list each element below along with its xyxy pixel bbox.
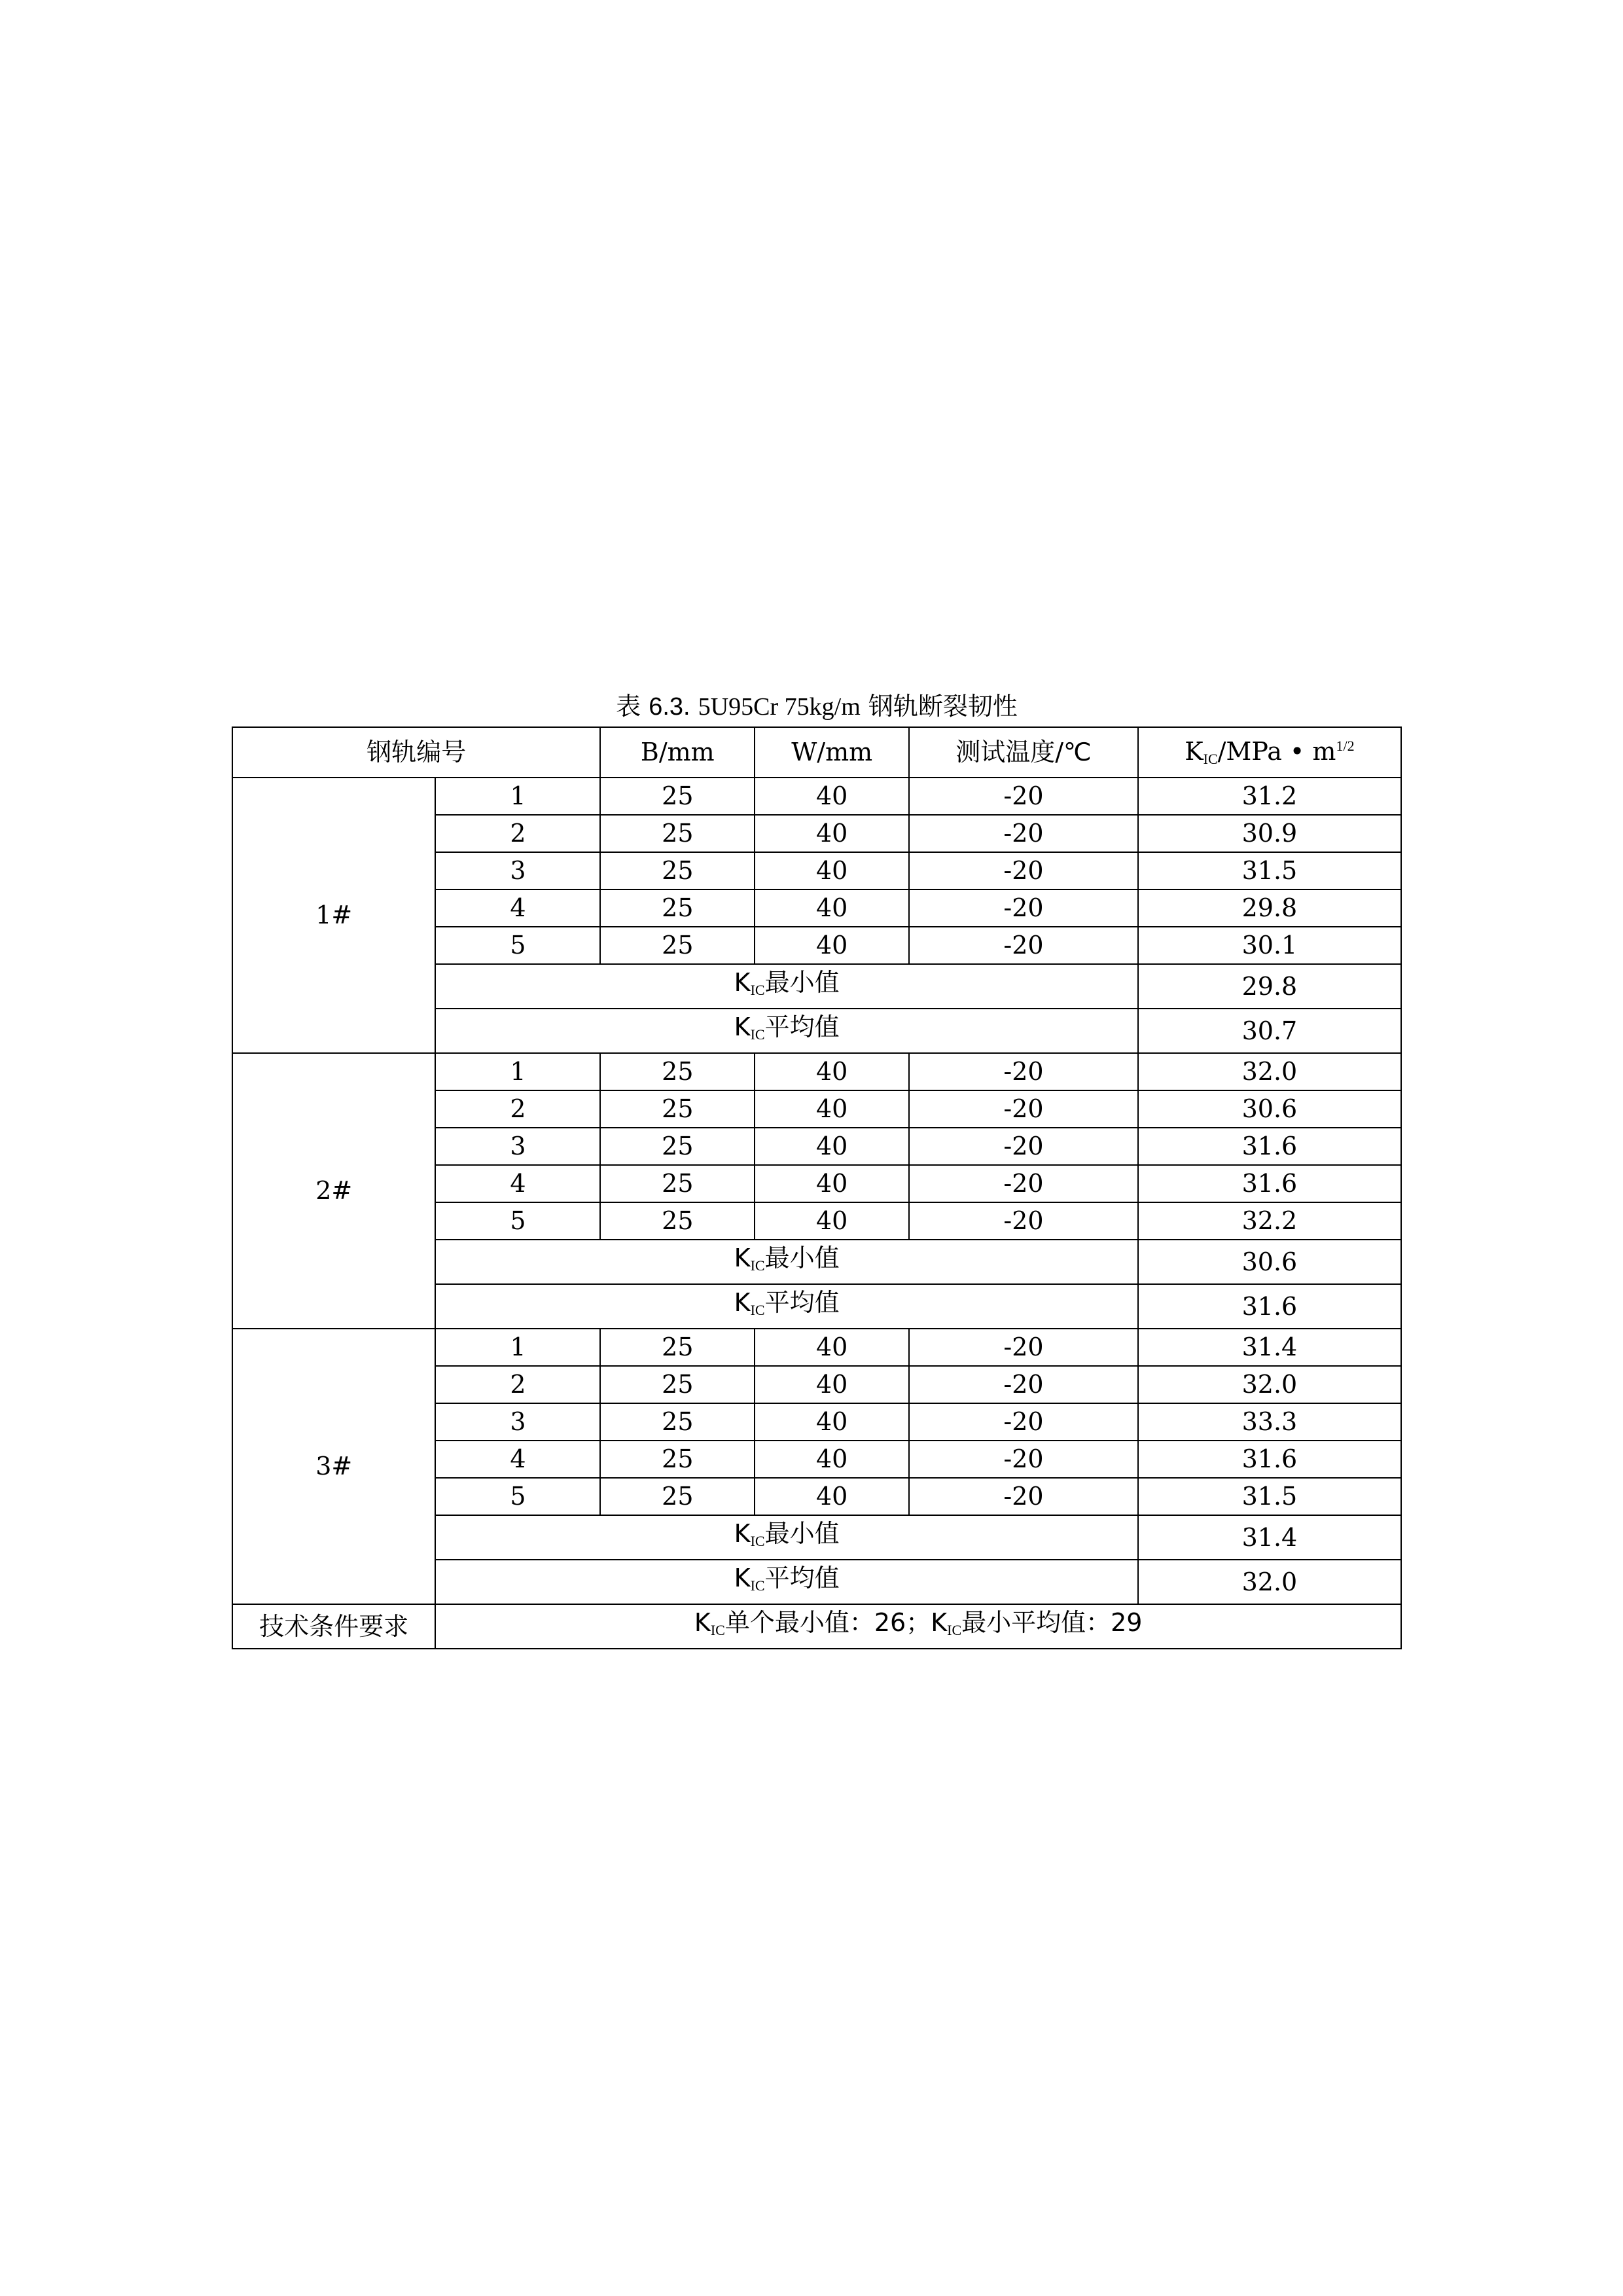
test-temperature: -20 — [909, 889, 1138, 927]
kic-sub: IC — [750, 1026, 765, 1043]
kic-k: K — [734, 1519, 751, 1548]
test-temperature: -20 — [909, 1478, 1138, 1515]
header-kic-sub: IC — [1203, 751, 1218, 767]
specimen-number: 5 — [435, 1478, 600, 1515]
kic-k: K — [734, 1564, 751, 1592]
header-kic-unit: /MPa • m — [1217, 737, 1336, 766]
requirement-text — [435, 1604, 1401, 1649]
req-ic1: IC — [710, 1622, 725, 1638]
thickness-b: 25 — [600, 1478, 755, 1515]
kic-sub: IC — [750, 1577, 765, 1594]
caption-prefix: 表 — [616, 692, 641, 721]
requirement-row — [232, 1604, 1401, 1649]
summary-value-avg: 32.0 — [1138, 1560, 1401, 1604]
kic-value: 32.0 — [1138, 1366, 1401, 1403]
thickness-b: 25 — [600, 889, 755, 927]
width-w: 40 — [755, 852, 909, 889]
specimen-number: 1 — [435, 1053, 600, 1090]
summary-label-min — [435, 1240, 1137, 1284]
req-k1: K — [694, 1608, 711, 1637]
kic-sub: IC — [750, 982, 765, 998]
thickness-b: 25 — [600, 1128, 755, 1165]
summary-label-min — [435, 1515, 1137, 1560]
width-w: 40 — [755, 1441, 909, 1478]
test-temperature: -20 — [909, 1165, 1138, 1202]
summary-text: 最小值 — [764, 1519, 840, 1548]
summary-value-min: 29.8 — [1138, 964, 1401, 1009]
test-temperature: -20 — [909, 927, 1138, 964]
header-kic — [1138, 727, 1401, 778]
width-w: 40 — [755, 1090, 909, 1128]
test-temperature: -20 — [909, 1329, 1138, 1366]
header-kic-k: K — [1185, 737, 1204, 766]
width-w: 40 — [755, 778, 909, 815]
caption-number: 6.3. — [649, 693, 690, 721]
kic-value: 30.6 — [1138, 1090, 1401, 1128]
kic-sub: IC — [750, 1302, 765, 1318]
header-row — [232, 727, 1401, 778]
test-temperature: -20 — [909, 1053, 1138, 1090]
req-text1: 单个最小值：26； — [724, 1608, 931, 1637]
fracture-toughness-table — [232, 726, 1402, 1649]
thickness-b: 25 — [600, 1403, 755, 1441]
summary-value-min: 31.4 — [1138, 1515, 1401, 1560]
kic-value: 31.5 — [1138, 852, 1401, 889]
width-w: 40 — [755, 889, 909, 927]
kic-value: 31.5 — [1138, 1478, 1401, 1515]
specimen-number: 5 — [435, 927, 600, 964]
header-b: B/mm — [600, 727, 755, 778]
thickness-b: 25 — [600, 1165, 755, 1202]
thickness-b: 25 — [600, 815, 755, 852]
specimen-number: 3 — [435, 1128, 600, 1165]
kic-value: 31.6 — [1138, 1128, 1401, 1165]
summary-value-avg: 30.7 — [1138, 1009, 1401, 1053]
thickness-b: 25 — [600, 1366, 755, 1403]
kic-k: K — [734, 1244, 751, 1272]
specimen-number: 3 — [435, 1403, 600, 1441]
test-temperature: -20 — [909, 1441, 1138, 1478]
summary-label-min — [435, 964, 1137, 1009]
kic-value: 31.4 — [1138, 1329, 1401, 1366]
kic-value: 29.8 — [1138, 889, 1401, 927]
summary-text: 最小值 — [764, 968, 840, 997]
test-temperature: -20 — [909, 778, 1138, 815]
test-temperature: -20 — [909, 1403, 1138, 1441]
header-rail-no: 钢轨编号 — [232, 727, 600, 778]
requirement-label: 技术条件要求 — [232, 1604, 435, 1649]
specimen-number: 2 — [435, 1090, 600, 1128]
thickness-b: 25 — [600, 1090, 755, 1128]
test-temperature: -20 — [909, 852, 1138, 889]
specimen-number: 1 — [435, 1329, 600, 1366]
width-w: 40 — [755, 1403, 909, 1441]
test-temperature: -20 — [909, 1366, 1138, 1403]
thickness-b: 25 — [600, 778, 755, 815]
header-w: W/mm — [755, 727, 909, 778]
width-w: 40 — [755, 1366, 909, 1403]
kic-value: 31.6 — [1138, 1165, 1401, 1202]
specimen-number: 5 — [435, 1202, 600, 1240]
caption-suffix: 钢轨断裂韧性 — [868, 692, 1018, 721]
test-temperature: -20 — [909, 1090, 1138, 1128]
kic-sub: IC — [750, 1257, 765, 1274]
rail-group-id: 2# — [232, 1053, 435, 1329]
table-row — [232, 778, 1401, 815]
specimen-number: 4 — [435, 889, 600, 927]
width-w: 40 — [755, 1202, 909, 1240]
summary-text: 平均值 — [764, 1564, 840, 1592]
header-kic-sup: 1/2 — [1336, 738, 1355, 754]
width-w: 40 — [755, 815, 909, 852]
specimen-number: 1 — [435, 778, 600, 815]
header-temp: 测试温度/℃ — [909, 727, 1138, 778]
test-temperature: -20 — [909, 1202, 1138, 1240]
width-w: 40 — [755, 1128, 909, 1165]
specimen-number: 3 — [435, 852, 600, 889]
thickness-b: 25 — [600, 927, 755, 964]
summary-label-avg — [435, 1284, 1137, 1329]
rail-group-id: 3# — [232, 1329, 435, 1604]
table-row — [232, 1053, 1401, 1090]
req-ic2: IC — [947, 1622, 962, 1638]
specimen-number: 4 — [435, 1165, 600, 1202]
summary-text: 平均值 — [764, 1013, 840, 1041]
test-temperature: -20 — [909, 1128, 1138, 1165]
thickness-b: 25 — [600, 1202, 755, 1240]
kic-k: K — [734, 1013, 751, 1041]
specimen-number: 2 — [435, 815, 600, 852]
thickness-b: 25 — [600, 1329, 755, 1366]
summary-value-avg: 31.6 — [1138, 1284, 1401, 1329]
summary-text: 最小值 — [764, 1244, 840, 1272]
width-w: 40 — [755, 1165, 909, 1202]
thickness-b: 25 — [600, 1053, 755, 1090]
summary-value-min: 30.6 — [1138, 1240, 1401, 1284]
kic-value: 32.2 — [1138, 1202, 1401, 1240]
kic-k: K — [734, 968, 751, 997]
width-w: 40 — [755, 1478, 909, 1515]
kic-value: 32.0 — [1138, 1053, 1401, 1090]
kic-value: 33.3 — [1138, 1403, 1401, 1441]
table-caption — [232, 690, 1402, 723]
width-w: 40 — [755, 927, 909, 964]
width-w: 40 — [755, 1053, 909, 1090]
kic-k: K — [734, 1288, 751, 1317]
caption-latin: 5U95Cr 75kg/m — [698, 693, 861, 721]
kic-value: 31.6 — [1138, 1441, 1401, 1478]
specimen-number: 4 — [435, 1441, 600, 1478]
kic-value: 31.2 — [1138, 778, 1401, 815]
thickness-b: 25 — [600, 852, 755, 889]
thickness-b: 25 — [600, 1441, 755, 1478]
kic-value: 30.9 — [1138, 815, 1401, 852]
width-w: 40 — [755, 1329, 909, 1366]
summary-label-avg — [435, 1009, 1137, 1053]
summary-text: 平均值 — [764, 1288, 840, 1317]
summary-label-avg — [435, 1560, 1137, 1604]
rail-group-id: 1# — [232, 778, 435, 1053]
kic-sub: IC — [750, 1533, 765, 1549]
test-temperature: -20 — [909, 815, 1138, 852]
table-row — [232, 1329, 1401, 1366]
specimen-number: 2 — [435, 1366, 600, 1403]
kic-value: 30.1 — [1138, 927, 1401, 964]
req-text2: 最小平均值：29 — [961, 1608, 1143, 1637]
req-k2: K — [931, 1608, 948, 1637]
